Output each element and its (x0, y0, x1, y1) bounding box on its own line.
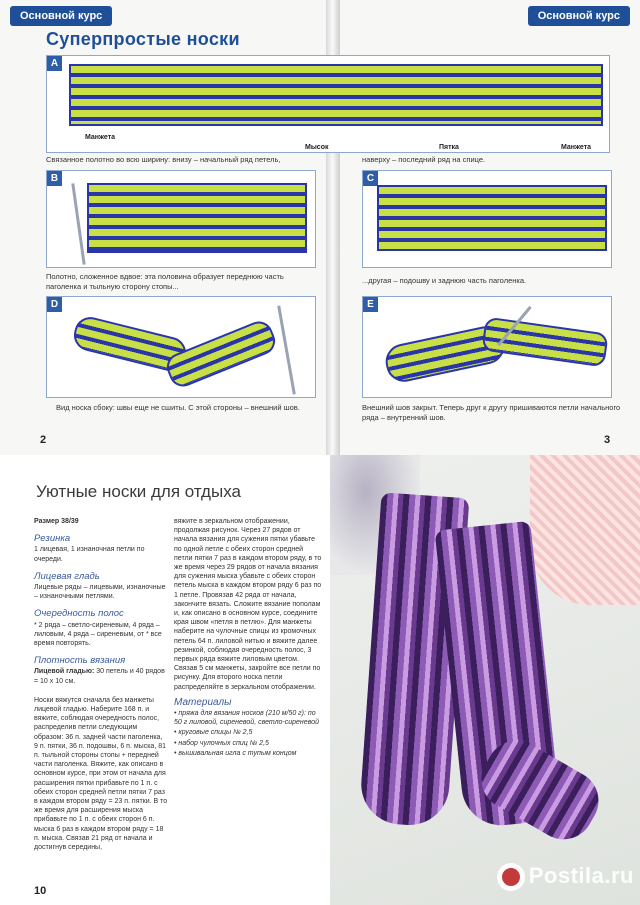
photo-panel-e (362, 296, 612, 398)
page-number-left: 2 (40, 434, 47, 446)
stripes-text: * 2 ряда – светло-сиреневым, 4 ряда – лиловым, 4 ряда – сиреневым, от * все время повторять. (34, 621, 162, 648)
needle-image (277, 305, 296, 394)
photo-panel-d (46, 296, 316, 398)
panel-label-d: D (47, 297, 62, 312)
photo-panel-c (362, 170, 612, 268)
sock-side-view-image (163, 317, 280, 390)
pattern-spread (0, 455, 640, 905)
gauge-heading: Плотность вязания (34, 655, 126, 667)
socks-photo (330, 455, 640, 905)
panel-label-a: A (47, 56, 62, 71)
stockinette-text: Лицевые ряды – лицевыми, изнаночные – изнаночными петлями. (34, 584, 166, 601)
rib-heading: Резинка (34, 533, 71, 545)
instructions-part-1: Носки вяжутся сначала без манжеты лицевой гладью. Наберите 168 п. и вяжите, соблюдая очередность полос, распределив петли следующим образом: 36 п. задней части паголенка, 9 п. пятки, 36 п. подошвы, 6 п. мыска, 81 п. тыльной стороны стопы + передней части паголенка. Вяжите, как описано в основном курсе, при этом от начала для расширения пятки прибавьте по 1 п. с обеих сторон средней петли пятки 7 раз в каждом втором ряду = 23 п. пятки. В то же время для расширения мыска прибавьте по 1 п. с обеих сторон 6 п. мыска 6 раз в каждом втором ряду = 18 п. мыска. Связав 21 ряд от начала и достигнув середины, (34, 696, 168, 852)
folded-strip-image (87, 183, 307, 253)
gauge-text: Лицевой гладью: 30 петель и 40 рядов = 10 x 10 см. (34, 668, 165, 685)
tutorial-title: Суперпростые носки (46, 29, 240, 49)
tag-heel: Пятка (439, 144, 459, 151)
materials-heading: Материалы (174, 696, 232, 708)
pattern-column-2 (174, 517, 322, 758)
needle-image (71, 183, 85, 265)
caption-c: ...другая – подошву и заднюю часть паголенка. (362, 276, 527, 285)
folded-strip-image (377, 185, 607, 251)
panel-label-c: C (363, 171, 378, 186)
size-line: Размер 38/39 (34, 518, 79, 525)
page-number: 10 (34, 885, 47, 897)
pattern-column-1 (34, 517, 168, 858)
panel-label-e: E (363, 297, 378, 312)
caption-a-right: наверху – последний ряд на спице. (362, 155, 486, 164)
tag-toe: Мысок (305, 144, 329, 151)
material-item: • набор чулочных спиц № 2,5 (174, 739, 269, 747)
material-item: • круговые спицы № 2,5 (174, 729, 253, 737)
pattern-title: Уютные носки для отдыха (36, 482, 241, 501)
photo-panel-b (46, 170, 316, 268)
caption-a-left: Связанное полотно во всю ширину: внизу – начальный ряд петель, (46, 155, 281, 164)
watermark: Postila.ru (497, 863, 634, 891)
tag-cuff-left: Манжета (85, 134, 116, 141)
tag-cuff-right: Манжета (561, 144, 592, 151)
page-number-right: 3 (604, 434, 611, 446)
material-item: • вышивальная игла с тупым концом (174, 749, 297, 757)
caption-b: Полотно, сложенное вдвое: эта половина образует переднюю часть паголенка и тыльную сторону стопы... (46, 272, 284, 291)
knitted-strip-image (69, 64, 603, 126)
pink-fabric-image (530, 455, 640, 605)
panel-label-b: B (47, 171, 62, 186)
section-tab-left: Основной курс (10, 6, 112, 26)
stockinette-heading: Лицевая гладь (34, 570, 100, 582)
caption-e: Внешний шов закрыт. Теперь друг к другу пришиваются петли начального ряда – внутренний шов. (362, 403, 621, 422)
stripes-heading: Очередность полос (34, 608, 124, 620)
rib-text: 1 лицевая, 1 изнаночная петли по очереди. (34, 546, 145, 563)
section-tab-right: Основной курс (528, 6, 630, 26)
instructions-part-2: вяжите в зеркальном отображении, продолжая рисунок. Через 27 рядов от начала вязания для сужения пятки убавьте по одной петле с обеих сторон средней петли пятки 7 раз в каждом втором ряду, в то же время через 29 рядов от начала вязания для сужения мыска убавьте с обеих сторон петель мыска в каждом втором ряду 6 раз по 1 петле. Провязав 42 ряда от начала, закончите вязать. Сложите вязание пополам и, как описано в основном курсе, соедините края швом «петля в петлю». Для манжеты наберите на чулочные спицы из кромочных петель 64 п. лиловой нитью и вяжите далее резинкой, соблюдая очередность полос, 3 первых ряда вяжите лиловым цветом. Связав 5 см манжеты, закройте все петли по рисунку. Для второго носка петли распределяйте в зеркальном отображении. (174, 518, 322, 691)
photo-panel-a (46, 55, 610, 153)
caption-d: Вид носка сбоку: швы еще не сшиты. С этой стороны – внешний шов. (56, 403, 300, 412)
material-item: • пряжа для вязания носков (210 м/50 г): по 50 г лиловой, сиреневой, светло-сиреневой (174, 710, 319, 727)
